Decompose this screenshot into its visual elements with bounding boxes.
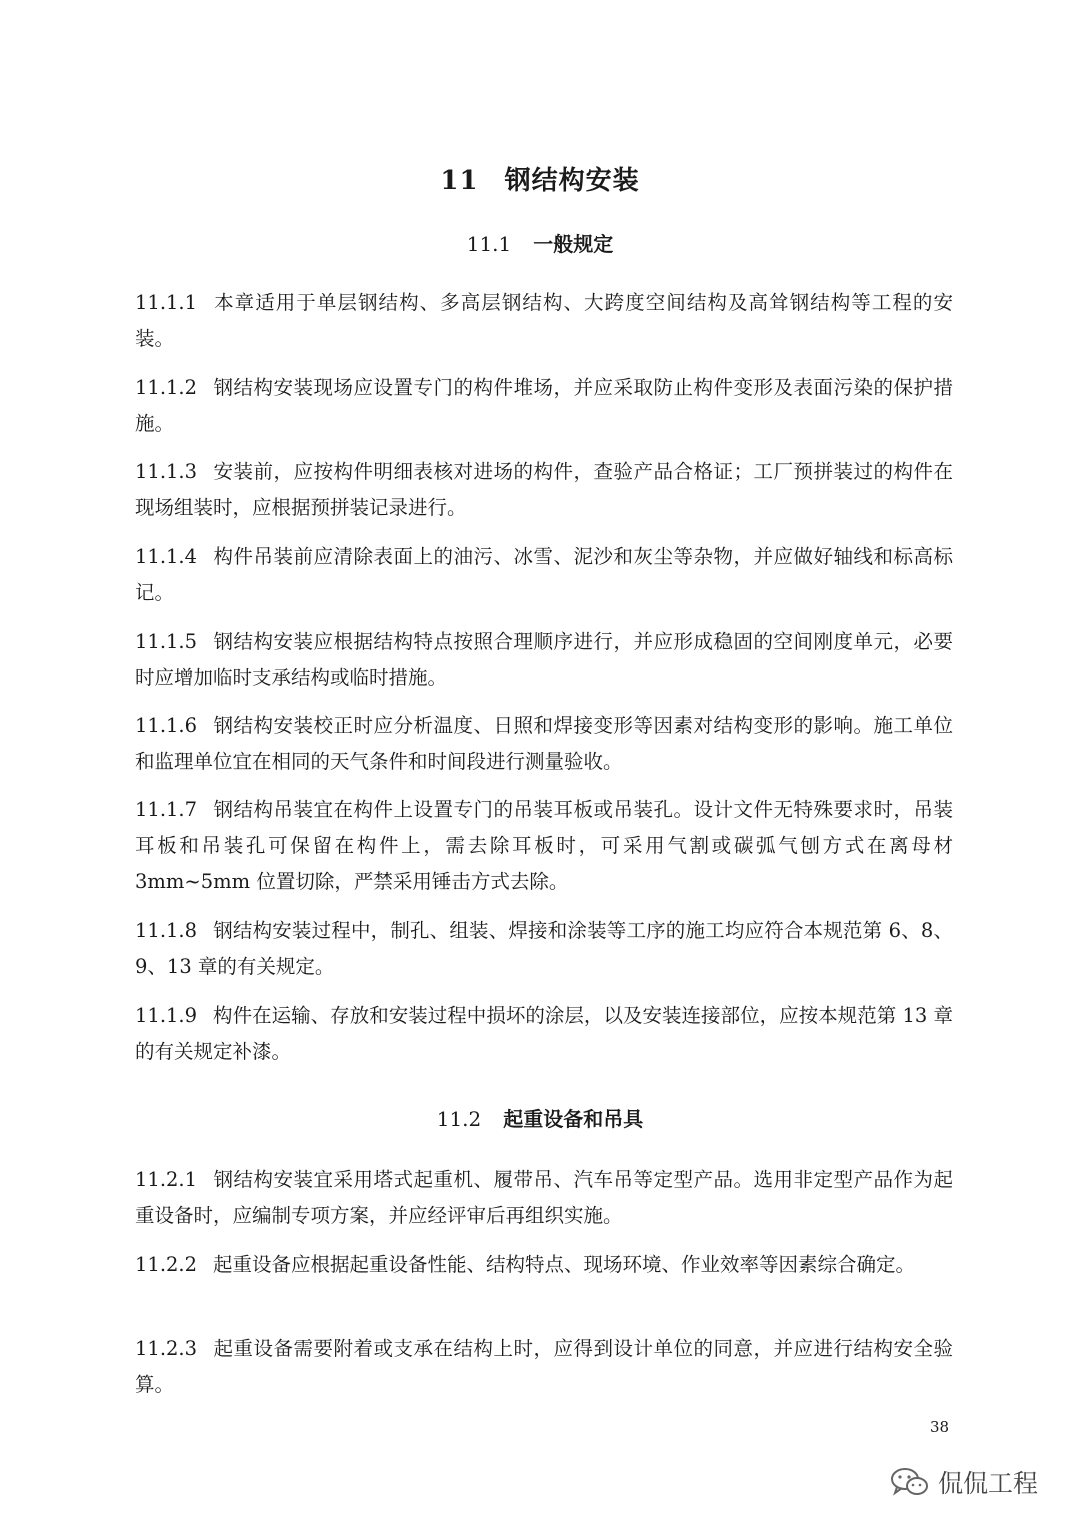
clause-text: 构件在运输、存放和安装过程中损坏的涂层，以及安装连接部位，应按本规范第 13 章的有关规定补漆。 (135, 1004, 953, 1063)
clause-number: 11.1.6 (135, 714, 198, 737)
clause-text: 钢结构安装现场应设置专门的构件堆场，并应采取防止构件变形及表面污染的保护措施。 (135, 376, 953, 435)
clause-number: 11.1.2 (135, 376, 198, 399)
section-title-text: 一般规定 (533, 232, 614, 256)
clause-11-2-3 (135, 1331, 953, 1403)
clause-11-2-2 (135, 1247, 953, 1283)
section-number: 11.2 (436, 1107, 482, 1131)
watermark (890, 1464, 1038, 1500)
clause-number: 11.1.8 (135, 919, 198, 942)
section-title-11-2 (0, 1103, 1080, 1132)
clause-11-1-9 (135, 998, 953, 1070)
clause-11-2-1 (135, 1162, 953, 1234)
clause-text: 钢结构吊装宜在构件上设置专门的吊装耳板或吊装孔。设计文件无特殊要求时，吊装耳板和吊装孔可保留在构件上，需去除耳板时，可采用气割或碳弧气刨方式在离母材 3mm~5mm 位置切除，严禁采用锤击方式去除。 (135, 798, 953, 893)
clause-11-1-4 (135, 539, 953, 611)
page-number: 38 (930, 1418, 950, 1436)
clause-number: 11.1.3 (135, 460, 198, 483)
clause-11-1-6 (135, 708, 953, 780)
clause-11-1-8 (135, 913, 953, 985)
clause-number: 11.1.4 (135, 545, 198, 568)
clause-text: 起重设备应根据起重设备性能、结构特点、现场环境、作业效率等因素综合确定。 (213, 1253, 916, 1276)
clause-text: 起重设备需要附着或支承在结构上时，应得到设计单位的同意，并应进行结构安全验算。 (135, 1337, 953, 1396)
section-number: 11.1 (466, 232, 512, 256)
clause-text: 钢结构安装校正时应分析温度、日照和焊接变形等因素对结构变形的影响。施工单位和监理单位宜在相同的天气条件和时间段进行测量验收。 (135, 714, 953, 773)
clause-number: 11.1.7 (135, 798, 198, 821)
clause-text: 钢结构安装应根据结构特点按照合理顺序进行，并应形成稳固的空间刚度单元，必要时应增加临时支承结构或临时措施。 (135, 630, 953, 689)
chapter-title (0, 160, 1080, 197)
chapter-title-text: 钢结构安装 (504, 166, 640, 196)
clause-text: 本章适用于单层钢结构、多高层钢结构、大跨度空间结构及高耸钢结构等工程的安装。 (135, 291, 953, 350)
clause-text: 安装前，应按构件明细表核对进场的构件，查验产品合格证；工厂预拼装过的构件在现场组装时，应根据预拼装记录进行。 (135, 460, 953, 519)
clause-11-1-7 (135, 792, 953, 900)
clause-text: 钢结构安装过程中，制孔、组装、焊接和涂装等工序的施工均应符合本规范第 6、8、9、13 章的有关规定。 (135, 919, 953, 978)
clause-number: 11.2.3 (135, 1337, 198, 1360)
clause-11-1-3 (135, 454, 953, 526)
clause-11-1-5 (135, 624, 953, 696)
section-title-text: 起重设备和吊具 (503, 1107, 644, 1131)
chapter-number: 11 (440, 166, 479, 196)
clause-text: 钢结构安装宜采用塔式起重机、履带吊、汽车吊等定型产品。选用非定型产品作为起重设备时，应编制专项方案，并应经评审后再组织实施。 (135, 1168, 953, 1227)
clause-11-1-1 (135, 285, 953, 357)
section-title-11-1 (0, 228, 1080, 257)
clause-text: 构件吊装前应清除表面上的油污、冰雪、泥沙和灰尘等杂物，并应做好轴线和标高标记。 (135, 545, 953, 604)
clause-number: 11.1.9 (135, 1004, 198, 1027)
clause-number: 11.1.5 (135, 630, 198, 653)
watermark-text: 侃侃工程 (938, 1469, 1039, 1498)
clause-number: 11.2.1 (135, 1168, 198, 1191)
wechat-icon (890, 1466, 930, 1498)
clause-number: 11.2.2 (135, 1253, 198, 1276)
clause-11-1-2 (135, 370, 953, 442)
clause-number: 11.1.1 (135, 291, 198, 314)
